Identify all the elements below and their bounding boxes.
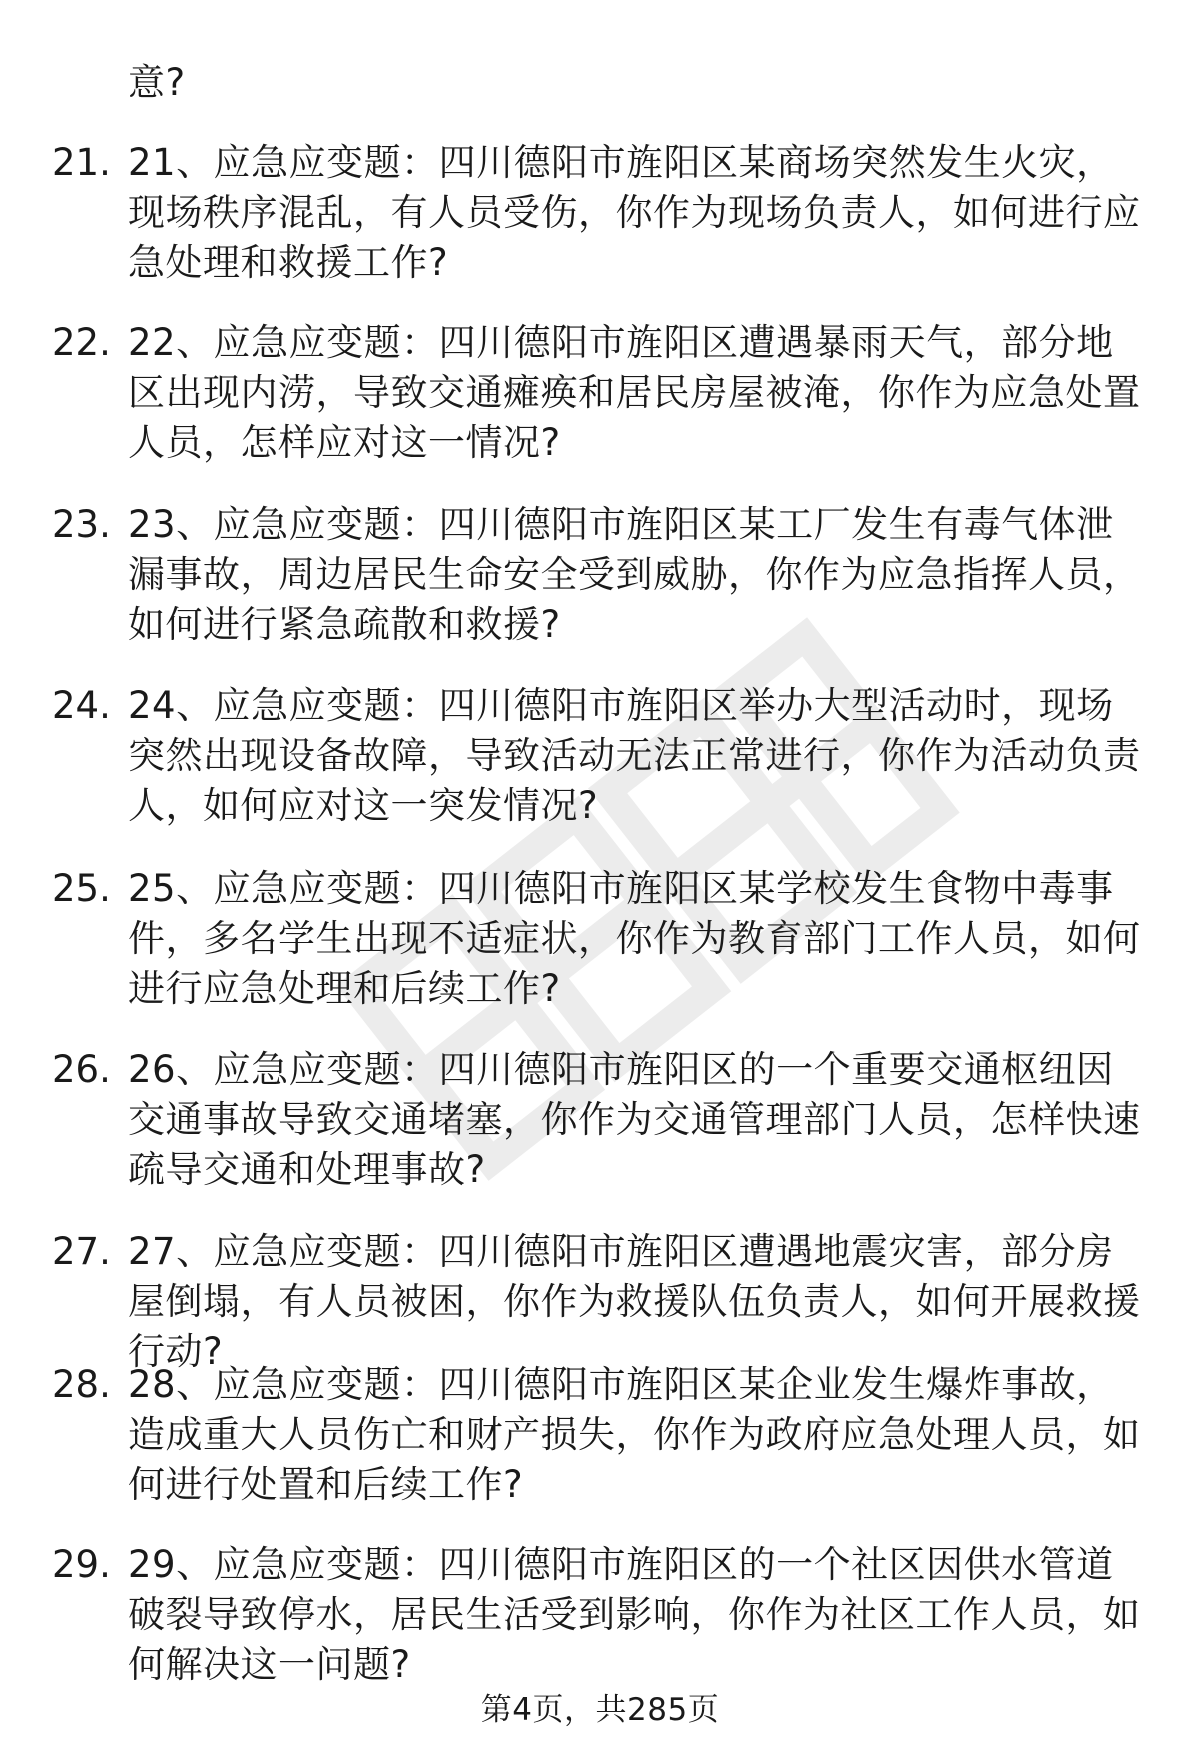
question-number: 23. — [52, 503, 111, 546]
page-footer: 第4页，共285页 — [480, 1692, 720, 1728]
question-number: 27. — [52, 1230, 111, 1273]
question-text: 24、应急应变题：四川德阳市旌阳区举办大型活动时，现场突然出现设备故障，导致活动无法正常进行，你作为活动负责人，如何应对这一突发情况? — [128, 684, 1141, 827]
question-number: 29. — [52, 1543, 111, 1586]
question-number: 21. — [52, 141, 111, 184]
continuation-text: 意? — [128, 61, 186, 104]
question-text: 21、应急应变题：四川德阳市旌阳区某商场突然发生火灾，现场秩序混乱，有人员受伤，你作为现场负责人，如何进行应急处理和救援工作? — [128, 141, 1141, 284]
question-number: 28. — [52, 1363, 111, 1406]
question-number: 22. — [52, 321, 111, 364]
question-text: 26、应急应变题：四川德阳市旌阳区的一个重要交通枢纽因交通事故导致交通堵塞，你作为交通管理部门人员，怎样快速疏导交通和处理事故? — [128, 1048, 1141, 1191]
question-text: 23、应急应变题：四川德阳市旌阳区某工厂发生有毒气体泄漏事故，周边居民生命安全受到威胁，你作为应急指挥人员，如何进行紧急疏散和救援? — [128, 503, 1141, 646]
question-number: 24. — [52, 684, 111, 727]
question-text: 27、应急应变题：四川德阳市旌阳区遭遇地震灾害，部分房屋倒塌，有人员被困，你作为救援队伍负责人，如何开展救援行动? — [128, 1230, 1141, 1373]
question-text: 29、应急应变题：四川德阳市旌阳区的一个社区因供水管道破裂导致停水，居民生活受到影响，你作为社区工作人员，如何解决这一问题? — [128, 1543, 1141, 1686]
question-text: 22、应急应变题：四川德阳市旌阳区遭遇暴雨天气，部分地区出现内涝，导致交通瘫痪和居民房屋被淹，你作为应急处置人员，怎样应对这一情况? — [128, 321, 1141, 464]
question-text: 28、应急应变题：四川德阳市旌阳区某企业发生爆炸事故，造成重大人员伤亡和财产损失，你作为政府应急处理人员，如何进行处置和后续工作? — [128, 1363, 1141, 1506]
question-number: 25. — [52, 867, 111, 910]
question-text: 25、应急应变题：四川德阳市旌阳区某学校发生食物中毒事件，多名学生出现不适症状，你作为教育部门工作人员，如何进行应急处理和后续工作? — [128, 867, 1141, 1010]
question-number: 26. — [52, 1048, 111, 1091]
